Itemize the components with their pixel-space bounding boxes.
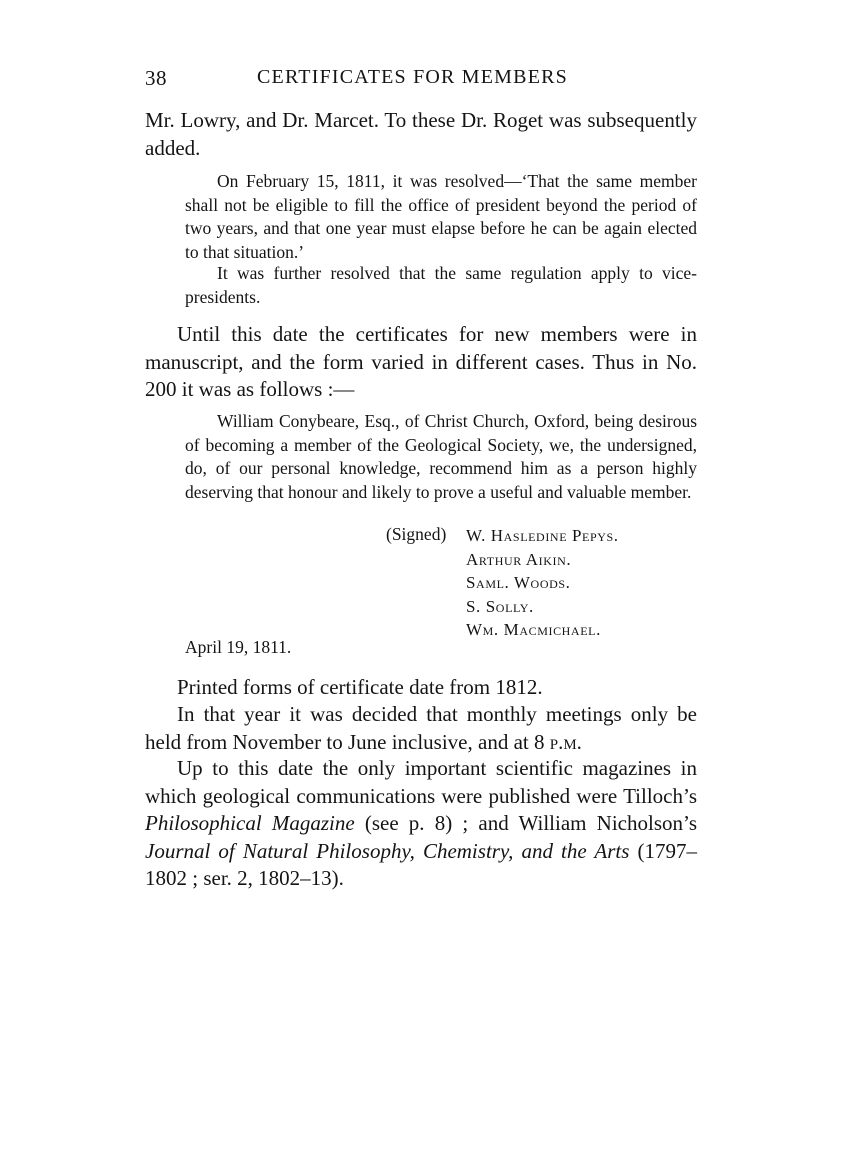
quote-resolution: On February 15, 1811, it was resolved—‘That the same member shall not be eligible to fill the office of president beyond the period of two years, and that one year must elapse before he can be again elected to that situation.’ xyxy=(185,171,697,262)
magazines-text-2: (see p. 8) ; and William Nicholson’s xyxy=(354,811,697,835)
page-number: 38 xyxy=(145,66,167,90)
paragraph-certificates: Until this date the certificates for new members were in manuscript, and the form varied in different cases. Thus in No. 200 it was as follows :— xyxy=(145,322,697,401)
signed-label: (Signed) xyxy=(386,524,447,544)
magazine-title-philosophical: Philosophical Magazine xyxy=(145,811,355,835)
magazines-text-1: Up to this date the only important scientific magazines in which geological communications were published were Tilloch’s xyxy=(145,756,697,808)
magazine-title-journal: Journal of Natural Philosophy, Chemistry, and the Arts xyxy=(145,838,630,863)
magazines-text-3: (1797–1802 ; ser. 2, 1802–13). xyxy=(145,838,698,890)
signatory: Wm. Macmichael. xyxy=(466,620,601,639)
paragraph-meetings xyxy=(145,701,697,756)
quote-further-resolution: It was further resolved that the same regulation apply to vice-presidents. xyxy=(185,263,697,307)
signatory: S. Solly. xyxy=(466,596,534,616)
signatory: Arthur Aikin. xyxy=(466,549,572,569)
signatory-list xyxy=(466,524,619,642)
quote-certificate: William Conybeare, Esq., of Christ Church, Oxford, being desirous of becoming a member of the Geological Society, we, the undersigned, do, of our personal knowledge, recommend him as a person highly deserving that honour and likely to prove a useful and valuable member. xyxy=(185,411,697,502)
running-title: CERTIFICATES FOR MEMBERS xyxy=(257,66,568,88)
paragraph-magazines xyxy=(145,755,697,893)
signatory: W. Hasledine Pepys. xyxy=(466,526,619,545)
meeting-time-suffix: p.m. xyxy=(549,729,582,754)
paragraph-committee-members: Mr. Lowry, and Dr. Marcet. To these Dr. Roget was subsequently added. xyxy=(145,108,697,160)
page-header xyxy=(145,66,705,96)
signatory: Saml. Woods. xyxy=(466,573,571,592)
meetings-text: In that year it was decided that monthly meetings only be held from November to June inclusive, and at 8 xyxy=(145,702,697,754)
certificate-date: April 19, 1811. xyxy=(185,637,292,657)
paragraph-printed-forms: Printed forms of certificate date from 1812. xyxy=(177,675,543,699)
